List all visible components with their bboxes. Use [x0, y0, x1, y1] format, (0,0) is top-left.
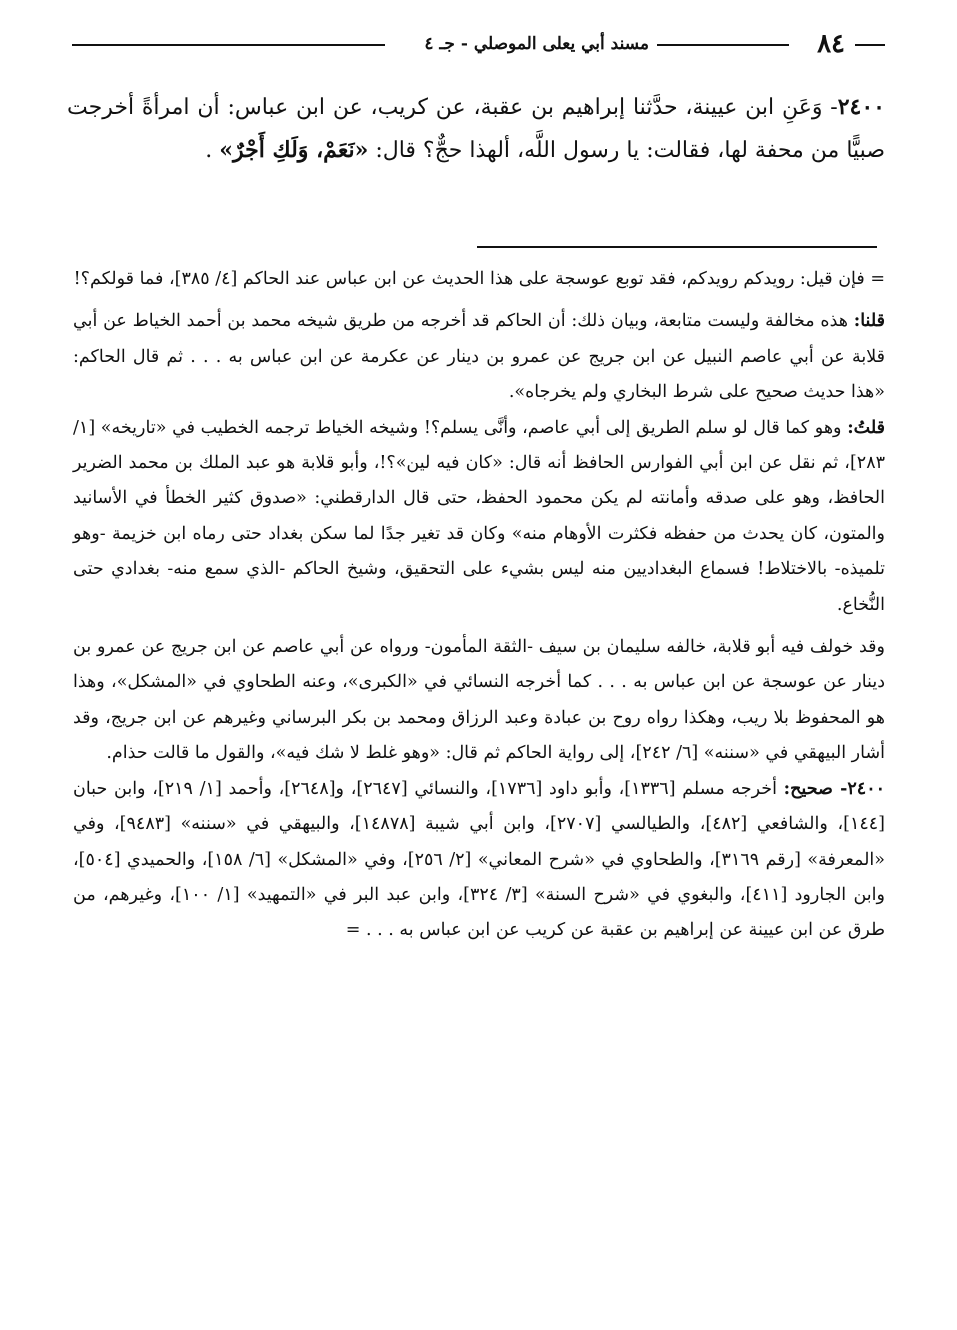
note-paragraph-5 — [73, 772, 885, 949]
takhrij-lead: ٢٤٠٠- صحيح: — [783, 778, 885, 799]
page-number: ٨٤ — [817, 29, 845, 59]
note-paragraph-2 — [73, 304, 885, 410]
continuation-mark-end: = — [345, 920, 361, 941]
commentary — [73, 262, 885, 949]
takhrij-text: أخرجه مسلم [١٣٣٦]، وأبو داود [١٧٣٦]، والنسائي [٢٦٤٧]، و[٢٦٤٨]، وأحمد [١/ ٢١٩]، وابن حبان [١٤٤]، والشافعي [٤٨٢]، والطيالسي [٢٧٠٧]، وابن أبي شيبة [١٤٨٧٨]، والبيهقي في «سننه» [٩٤٨٣]، وفي «المعرفة» [رقم ٣١٦٩]، والطحاوي في «شرح المعاني» [٢/ ٢٥٦]، وفي «المشكل» [٦/ ١٥٨]، والحميدي [٥٠٤]، وابن الجارود [٤١١]، والبغوي في «شرح السنة» [٣/ ٣٢٤]، وابن عبد البر في «التمهيد» [١/ ١٠٠]، وغيرهم، من طرق عن ابن عيينة عن إبراهيم بن عقبة عن كريب عن ابن عباس به . . . — [73, 778, 885, 941]
note-paragraph-3 — [73, 411, 885, 623]
note-lead: قلتُ: — [847, 417, 885, 438]
hadith-ending: . — [205, 138, 213, 163]
running-header — [72, 26, 885, 62]
note-lead: قلنا: — [853, 311, 885, 332]
header-rule-long — [72, 44, 385, 46]
running-title: مسند أبي يعلى الموصلي - جـ ٤ — [424, 34, 649, 54]
continuation-mark: = — [870, 269, 885, 289]
hadith-separator: - — [830, 95, 838, 120]
hadith-text — [67, 86, 885, 172]
hadith-number: ٢٤٠٠ — [837, 94, 885, 120]
note-paragraph-4 — [73, 630, 885, 772]
footnote-separator — [477, 246, 877, 248]
header-dash — [855, 44, 885, 46]
hadith-body: وَعَنِ ابن عيينة، حدَّثنا إبراهيم بن عقبة، عن كريب، عن ابن عباس: أن امرأةً أخرجت صبيًّا من محفة لها، فقالت: يا رسول اللَّه، ألهذا حجٌّ؟ قال: — [67, 95, 885, 163]
header-rule — [657, 44, 789, 46]
note-paragraph-1 — [73, 262, 885, 297]
note-text: وهو كما قال لو سلم الطريق إلى أبي عاصم، وأنَّى يسلم؟! وشيخه الخياط ترجمه الخطيب في «تاريخه» [١/ ٢٨٣]، ثم نقل عن ابن أبي الفوارس الحافظ أنه قال: «كان فيه لين»؟!، وأبو قلابة هو عبد الملك بن محمد الضرير الحافظ، وهو على صدقه وأمانته لم يكن محمود الحفظ، حتى قال الدارقطني: «صدوق كثير الخطأ في الأسانيد والمتون، كان يحدث من حفظه فكثرت الأوهام منه» وكان قد تغير جدًا لما سكن بغداد حتى رماه ابن خزيمة -وهو تلميذه- بالاختلاط! فسماع البغداديين منه ليس بشيء على التحقيق، وشيخ الحاكم -الذي سمع منه- بغدادي حتى النُّخاع. — [73, 417, 885, 615]
note-text: هذه مخالفة وليست متابعة، وبيان ذلك: أن الحاكم قد أخرجه من طريق شيخه محمد بن أحمد الخياط عن أبي قلابة عن أبي عاصم النبيل عن ابن جريج عن عمرو بن دينار عن عكرمة عن ابن عباس به . . . ثم قال الحاكم: «هذا حديث صحيح على شرط البخاري ولم يخرجاه». — [73, 311, 885, 403]
prophet-answer: «نَعَمْ، وَلَكِ أَجْرٌ» — [219, 137, 369, 163]
note-text: وقد خولف فيه أبو قلابة، خالفه سليمان بن سيف -الثقة المأمون- ورواه عن أبي عاصم عن ابن جريج عن عمرو بن دينار عن عوسجة عن ابن عباس به . . . كما أخرجه النسائي في «الكبرى»، وعنه الطحاوي في «المشكل»، وهذا هو المحفوظ بلا ريب، وهكذا رواه روح بن عبادة وعبد الرزاق ومحمد بن بكر البرساني وغيرهم عن ابن جريج، وقد أشار البيهقي في «سننه» [٦/ ٢٤٢]، إلى رواية الحاكم ثم قال: «وهو غلط لا شك فيه»، والقول ما قالت حذام. — [73, 637, 885, 764]
note-text: فإن قيل: رويدكم رويدكم، فقد توبع عوسجة على هذا الحديث عن ابن عباس عند الحاكم [٤/ ٣٨٥]، فما قولكم؟! — [73, 269, 865, 289]
